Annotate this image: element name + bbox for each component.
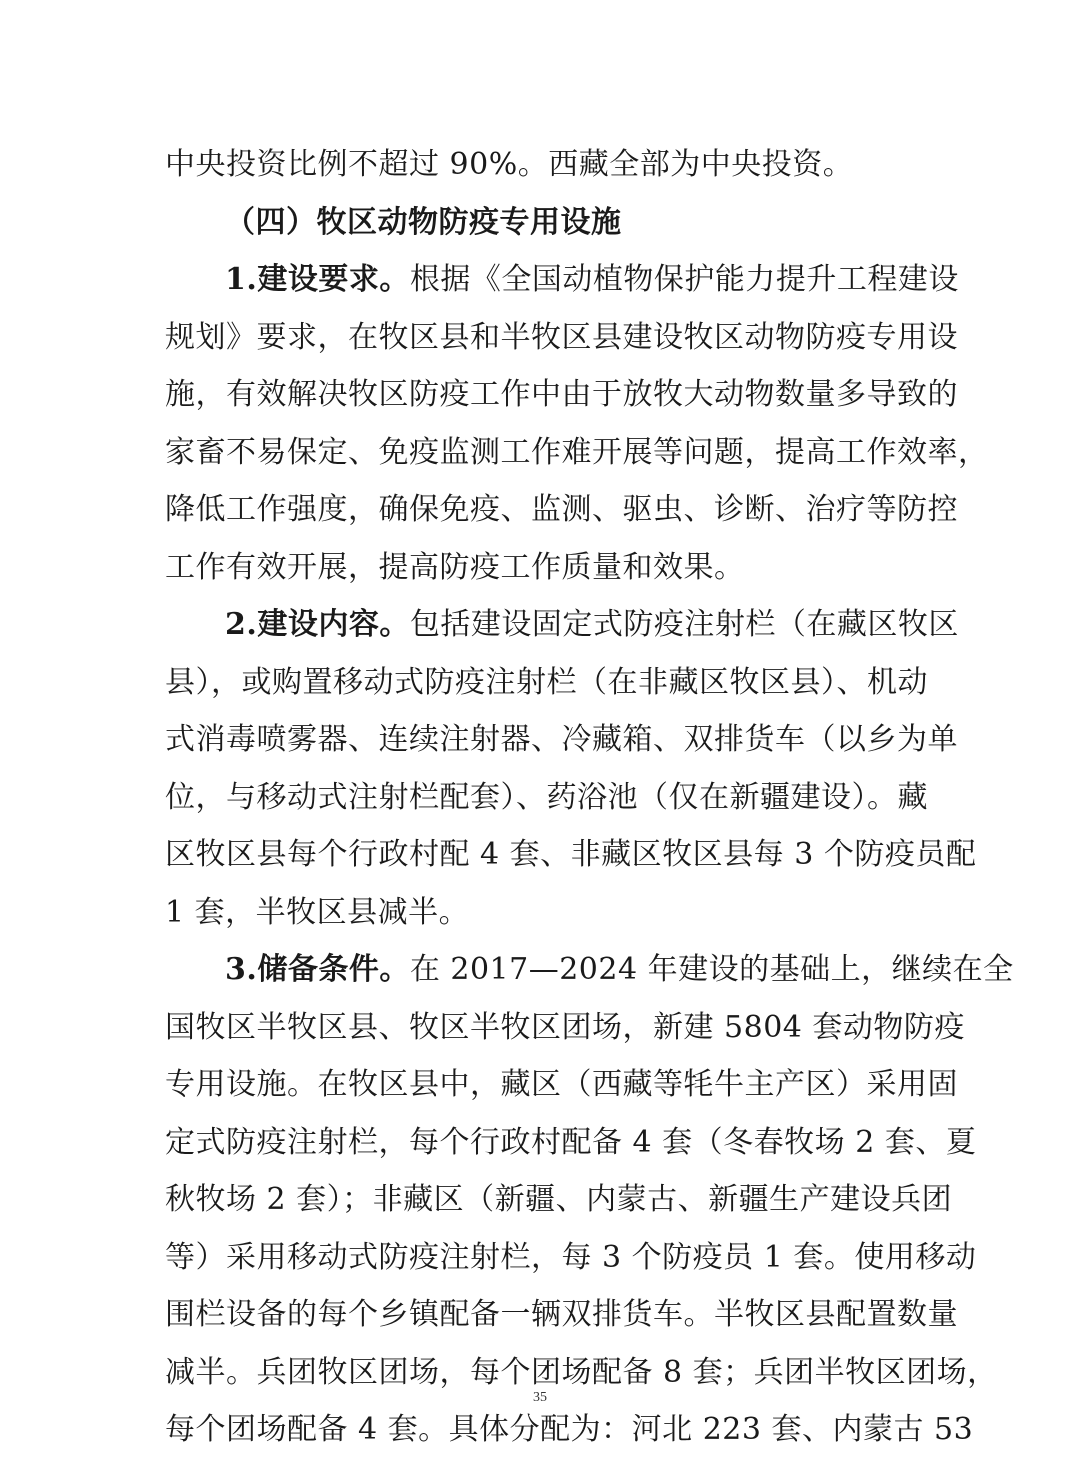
paragraph-line xyxy=(165,941,1014,999)
paragraph-line: 施，有效解决牧区防疫工作中由于放牧大动物数量多导致的 xyxy=(165,377,958,412)
paragraph-line: 降低工作强度，确保免疫、监测、驱虫、诊断、治疗等防控 xyxy=(165,492,958,527)
paragraph-line: 县），或购置移动式防疫注射栏（在非藏区牧区县）、机动 xyxy=(165,664,928,700)
paragraph-line: 围栏设备的每个乡镇配备一辆双排货车。半牧区县配置数量 xyxy=(165,1297,958,1332)
paragraph-line: 专用设施。在牧区县中，藏区（西藏等牦牛主产区）采用固 xyxy=(165,1067,958,1102)
intro-line: 中央投资比例不超过 90%。西藏全部为中央投资。 xyxy=(165,147,854,182)
paragraph-line: 工作有效开展，提高防疫工作质量和效果。 xyxy=(165,549,745,585)
paragraph-text: 根据《全国动植物保护能力提升工程建设 xyxy=(409,262,959,297)
paragraph-reserve-conditions xyxy=(165,941,1014,1459)
paragraph-lead: 3.储备条件。 xyxy=(225,952,410,987)
paragraph-line: 定式防疫注射栏，每个行政村配备 4 套（冬春牧场 2 套、夏 xyxy=(165,1124,977,1160)
paragraph-construction-requirements xyxy=(165,251,989,596)
paragraph-line: 国牧区半牧区县、牧区半牧区团场，新建 5804 套动物防疫 xyxy=(165,1009,965,1045)
paragraph-line: 减半。兵团牧区团场，每个团场配备 8 套；兵团半牧区团场， xyxy=(165,1354,998,1390)
paragraph-line: 式消毒喷雾器、连续注射器、冷藏箱、双排货车（以乡为单 xyxy=(165,722,958,757)
section-heading: （四）牧区动物防疫专用设施 xyxy=(225,204,622,240)
paragraph-line xyxy=(165,251,959,309)
page-number: 35 xyxy=(533,1390,547,1405)
paragraph-construction-content xyxy=(165,596,977,941)
paragraph-line: 等）采用移动式防疫注射栏，每 3 个防疫员 1 套。使用移动 xyxy=(165,1239,977,1275)
document-body xyxy=(165,136,1014,1459)
paragraph-line: 规划》要求，在牧区县和半牧区县建设牧区动物防疫专用设 xyxy=(165,319,958,355)
paragraph-line: 区牧区县每个行政村配 4 套、非藏区牧区县每 3 个防疫员配 xyxy=(165,837,977,872)
paragraph-line: 位，与移动式注射栏配套）、药浴池（仅在新疆建设）。藏 xyxy=(165,779,928,815)
paragraph-line: 每个团场配备 4 套。具体分配为：河北 223 套、内蒙古 53 xyxy=(165,1412,974,1447)
paragraph-text: 在 2017—2024 年建设的基础上，继续在全 xyxy=(409,952,1014,987)
paragraph-lead: 2.建设内容。 xyxy=(225,607,410,642)
paragraph-lead: 1.建设要求。 xyxy=(225,262,410,297)
paragraph-line: 1 套，半牧区县减半。 xyxy=(165,894,470,930)
paragraph-line: 秋牧场 2 套）；非藏区（新疆、内蒙古、新疆生产建设兵团 xyxy=(165,1182,953,1217)
paragraph-line: 家畜不易保定、免疫监测工作难开展等问题，提高工作效率， xyxy=(165,434,989,470)
paragraph-text: 包括建设固定式防疫注射栏（在藏区牧区 xyxy=(409,607,959,642)
paragraph-line xyxy=(165,596,959,654)
